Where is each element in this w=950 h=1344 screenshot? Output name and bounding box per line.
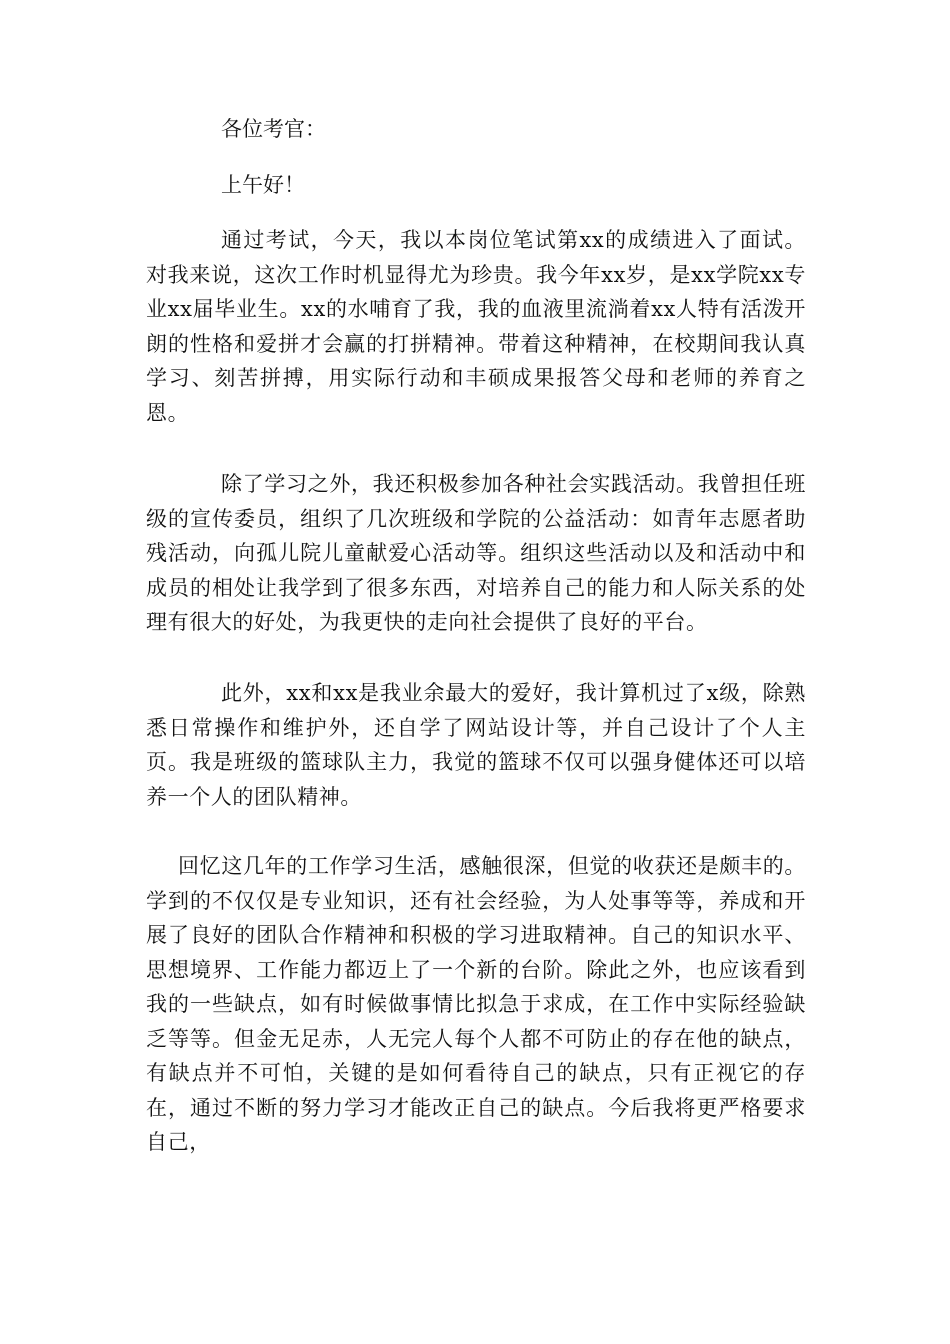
paragraph-2: 除了学习之外，我还积极参加各种社会实践活动。我曾担任班级的宣传委员，组织了几次班级和学院的公益活动：如青年志愿者助残活动，向孤儿院儿童献爱心活动等。组织这些活动以及和活动中和成员的相处让我学到了很多东西，对培养自己的能力和人际关系的处理有很大的好处，为我更快的走向社会提供了良好的平台。 — [146, 472, 806, 634]
paragraph-3-block — [146, 676, 806, 814]
paragraph-3: 此外，xx和xx是我业余最大的爱好，我计算机过了x级，除熟悉日常操作和维护外，还自学了网站设计等，并自己设计了个人主页。我是班级的篮球队主力，我觉的篮球不仅可以强身健体还可以培养一个人的团队精神。 — [146, 681, 806, 809]
paragraph-1-block — [146, 223, 806, 430]
paragraph-4-block — [146, 849, 806, 1160]
greeting: 上午好！ — [221, 173, 305, 197]
salutation: 各位考官： — [221, 117, 326, 141]
paragraph-2-block — [146, 467, 806, 640]
paragraph-1: 通过考试，今天，我以本岗位笔试第xx的成绩进入了面试。对我来说，这次工作时机显得尤为珍贵。我今年xx岁，是xx学院xx专业xx届毕业生。xx的水哺育了我，我的血液里流淌着xx人特有活泼开朗的性格和爱拼才会赢的打拼精神。带着这种精神，在校期间我认真学习、刻苦拼搏，用实际行动和丰硕成果报答父母和老师的养育之恩。 — [146, 228, 806, 425]
paragraph-4: 回忆这几年的工作学习生活，感触很深，但觉的收获还是颇丰的。学到的不仅仅是专业知识，还有社会经验，为人处事等等，养成和开展了良好的团队合作精神和积极的学习进取精神。自己的知识水平、思想境界、工作能力都迈上了一个新的台阶。除此之外，也应该看到我的一些缺点，如有时候做事情比拟急于求成，在工作中实际经验缺乏等等。但金无足赤，人无完人每个人都不可防止的存在他的缺点，有缺点并不可怕，关键的是如何看待自己的缺点，只有正视它的存在，通过不断的努力学习才能改正自己的缺点。今后我将更严格要求自己， — [146, 854, 806, 1154]
